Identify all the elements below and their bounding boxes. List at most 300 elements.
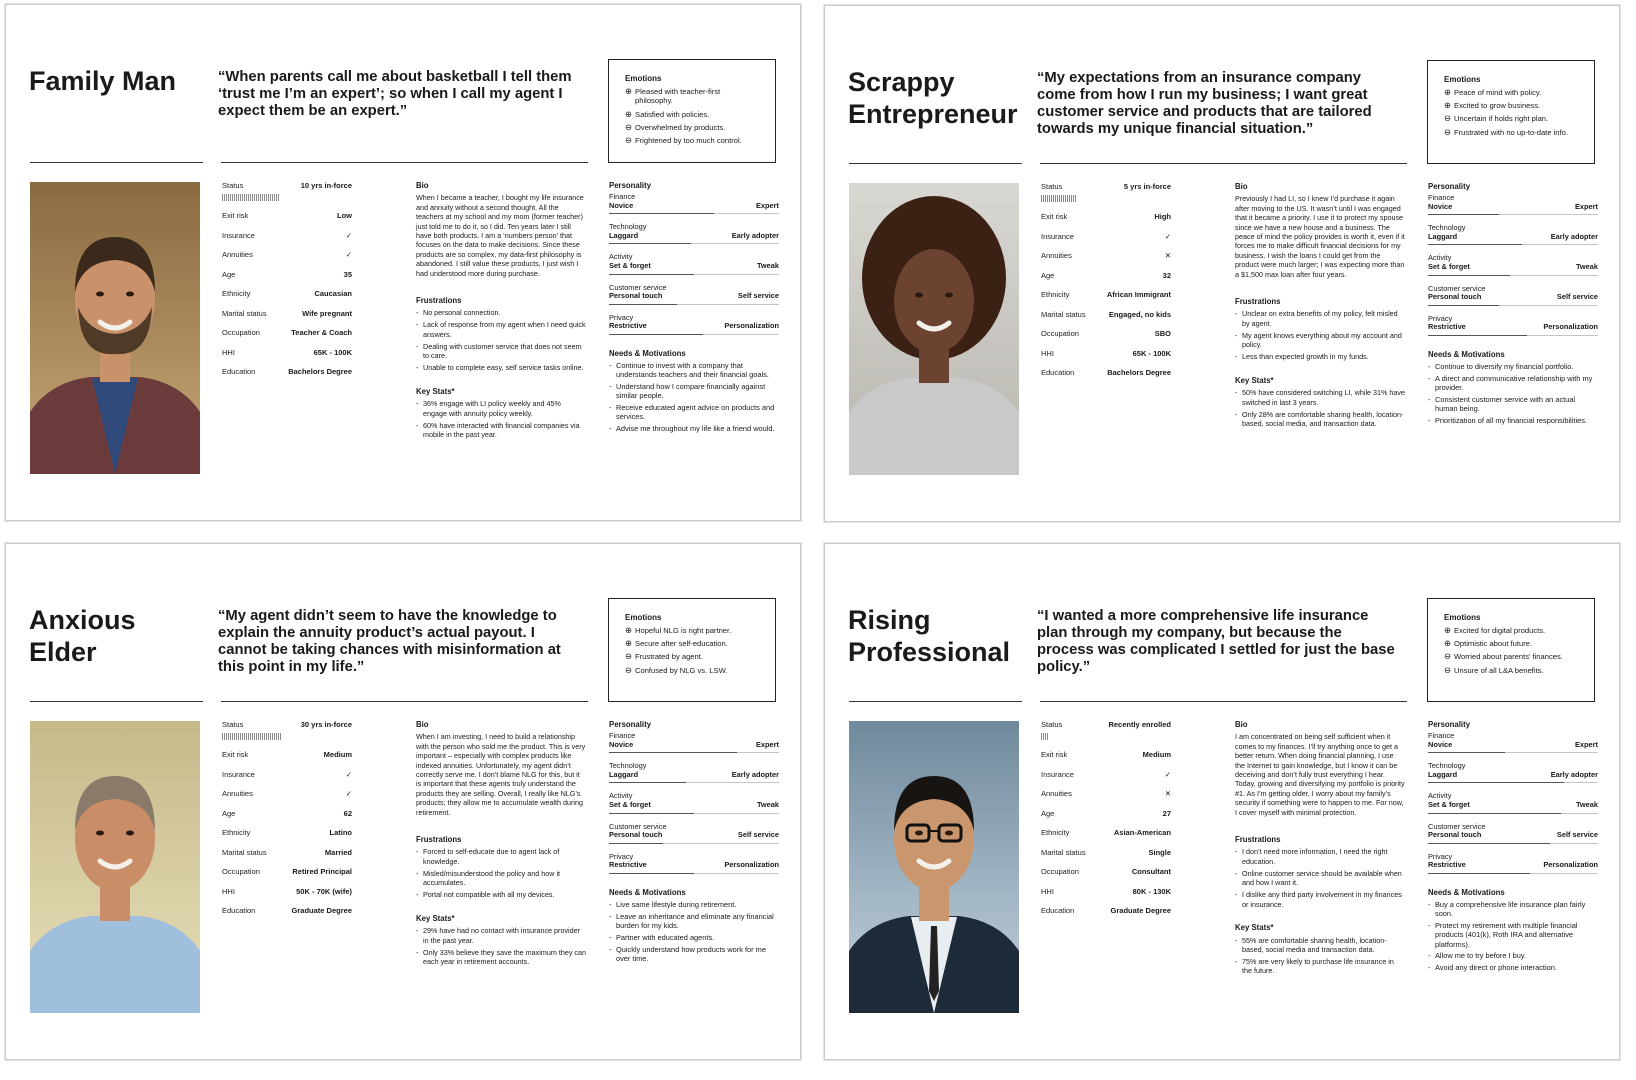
divider: [221, 701, 588, 702]
demographic-value: Graduate Degree: [291, 906, 352, 915]
bio-column: [416, 720, 586, 980]
slider-labels: [609, 741, 779, 750]
slider-track: [1428, 275, 1598, 276]
slider-labels: [1428, 861, 1598, 870]
key-stats-list: [1235, 936, 1405, 976]
demographic-label: Ethnicity: [222, 289, 251, 298]
key-stats-title: Key Stats*: [416, 913, 455, 923]
demographics-list: [1041, 750, 1171, 926]
slider-fill: [609, 274, 694, 275]
demographic-row: [222, 348, 352, 368]
need-item: - Live same lifestyle during retirement.: [609, 900, 779, 909]
demographic-label: HHI: [222, 347, 235, 357]
bio-text: When I became a teacher, I bought my life insurance and annuity without a second thought. All the teachers at my school and my mom (former teacher) just told me to do it, so I did. Ten years later I still have both products. I am a ‘numbers person’ that focuses on the data to make decisions. Since these products are so complex, my data-first philosophy is abandoned. I still value these products, I just wish I had understood more during purchase.: [416, 193, 584, 278]
need-item: - Consistent customer service with an actual human being.: [1428, 395, 1598, 413]
slider-labels: [609, 831, 779, 840]
slider-labels: [1428, 203, 1598, 212]
status-progress-bar: [1041, 195, 1077, 202]
slider-fill: [1428, 782, 1564, 783]
slider-fill: [1428, 244, 1522, 245]
demographic-value: African Immigrant: [1106, 290, 1171, 299]
demographic-label: Age: [222, 269, 236, 279]
demographic-label: Age: [1041, 270, 1055, 280]
plus-circle-icon: ⊕: [625, 86, 633, 96]
frustration-item: - Unclear on extra benefits of my policy, felt misled by agent.: [1235, 309, 1405, 328]
frustration-item: - Dealing with customer service that does not seem to care.: [416, 342, 586, 361]
needs-list: [1428, 362, 1598, 425]
slider-category: Customer service: [609, 821, 667, 831]
emotions-title: Emotions: [625, 74, 662, 83]
need-item: - Protect my retirement with multiple financial products (401(k), Roth IRA and alternative platforms).: [1428, 921, 1598, 949]
demographic-row: [1041, 809, 1171, 829]
status-label: Status: [222, 181, 244, 190]
emotion-text: Frustrated with no up-to-date info.: [1454, 127, 1568, 137]
divider: [30, 701, 203, 702]
slider-fill: [1428, 843, 1550, 844]
demographic-label: HHI: [1041, 348, 1054, 358]
slider-fill: [1428, 752, 1505, 753]
demographic-row: [222, 770, 352, 790]
slider-left-label: Laggard: [1428, 769, 1458, 779]
demographic-value: ✕: [1164, 789, 1171, 798]
demographic-value: Teacher & Coach: [291, 328, 352, 337]
slider-labels: [1428, 771, 1598, 780]
personality-title: Personality: [1428, 182, 1471, 191]
need-item: - Receive educated agent advice on products and services.: [609, 403, 779, 421]
personality-title: Personality: [609, 720, 652, 729]
slider-left-label: Set & forget: [1428, 799, 1470, 809]
slider-left-label: Restrictive: [609, 860, 647, 870]
emotion-text: Peace of mind with policy.: [1454, 88, 1542, 97]
slider-track: [1428, 782, 1598, 783]
slider-right-label: Personalization: [1543, 860, 1598, 870]
need-item: - Buy a comprehensive life insurance plan fairly soon.: [1428, 900, 1598, 918]
demographic-row: [222, 828, 352, 848]
demographic-row: [1041, 867, 1171, 887]
demographic-row: [222, 750, 352, 770]
slider-fill: [609, 813, 694, 814]
frustrations-list: [416, 847, 586, 899]
emotion-item: [625, 666, 759, 675]
bio-text: Previously I had LI, so I knew I’d purchase it again after moving to the US. It wasn’t until I was engaged that it became a priority. I use it to protect my spouse since we have a new house and a business. The peace of mind the policy provides is worth it, even if it forces me to make difficult financial decisions for my business. I wish the loans I could get from the product were much larger; I was expecting more than a $1,500 max loan after four years.: [1235, 194, 1405, 279]
emotion-item: [1444, 639, 1578, 648]
key-stats-list: [416, 399, 586, 439]
demographic-label: Exit risk: [222, 750, 249, 759]
personality-slider: [1428, 285, 1598, 306]
slider-category: Technology: [1428, 223, 1466, 233]
persona-card-scrappy-entrepreneur: [824, 5, 1620, 522]
emotion-text: Worried about parents’ finances.: [1454, 652, 1563, 662]
slider-right-label: Self service: [1556, 292, 1598, 302]
emotions-title: Emotions: [1444, 613, 1481, 622]
demographic-row: [222, 231, 352, 251]
slider-category: Privacy: [609, 312, 634, 322]
demographic-label: Marital status: [1041, 847, 1086, 857]
key-stat-item: - Only 28% are comfortable sharing health, location-based, social media, and transaction data.: [1235, 410, 1405, 429]
emotion-text: Optimistic about future.: [1454, 639, 1533, 649]
emotions-title: Emotions: [1444, 75, 1481, 84]
emotion-item: [625, 652, 759, 661]
status-progress-bar: [1041, 733, 1048, 740]
demographic-label: Exit risk: [222, 211, 249, 220]
slider-right-label: Tweak: [1575, 799, 1598, 809]
persona-photo: [849, 721, 1019, 1013]
slider-track: [1428, 873, 1598, 874]
slider-category: Finance: [1428, 193, 1455, 202]
slider-left-label: Novice: [1428, 739, 1453, 749]
slider-track: [609, 843, 779, 844]
slider-track: [609, 213, 779, 214]
demographic-label: Exit risk: [1041, 750, 1068, 759]
personality-sliders: [609, 732, 779, 874]
key-stats-list: [416, 926, 586, 966]
slider-fill: [609, 334, 703, 335]
slider-category: Privacy: [609, 851, 634, 861]
demographic-row: [1041, 349, 1171, 369]
key-stat-item: - 50% have considered switching LI, while 31% have switched in last 3 years.: [1235, 388, 1405, 407]
divider: [849, 701, 1022, 702]
demographic-value: ✓: [1164, 769, 1171, 779]
demographic-label: Insurance: [1041, 231, 1074, 241]
status-value: 5 yrs in-force: [1123, 182, 1171, 191]
demographic-label: HHI: [1041, 886, 1054, 896]
slider-right-label: Tweak: [756, 799, 779, 809]
slider-category: Customer service: [1428, 821, 1486, 831]
slider-category: Technology: [609, 761, 647, 771]
bio-title: Bio: [1235, 182, 1248, 191]
frustrations-list: [1235, 309, 1405, 361]
demographic-label: Annuities: [222, 789, 253, 798]
demographic-label: Marital status: [222, 308, 267, 318]
slider-left-label: Restrictive: [1428, 860, 1466, 870]
slider-left-label: Novice: [1428, 201, 1453, 211]
demographic-value: Bachelors Degree: [288, 367, 352, 376]
persona-photo: [849, 183, 1019, 475]
demographic-value: Engaged, no kids: [1108, 309, 1171, 319]
slider-fill: [1428, 873, 1530, 874]
demographic-row: [1041, 887, 1171, 907]
slider-labels: [1428, 801, 1598, 810]
personality-slider: [609, 284, 779, 305]
demographic-value: SBO: [1154, 329, 1171, 338]
personality-slider: [1428, 194, 1598, 215]
slider-category: Privacy: [1428, 313, 1453, 323]
demographic-value: Consultant: [1131, 867, 1171, 876]
slider-category: Finance: [1428, 731, 1455, 740]
emotions-list: [625, 87, 759, 145]
plus-circle-icon: ⊕: [1444, 625, 1452, 635]
bio-column: [1235, 720, 1405, 990]
demographic-value: ✓: [1164, 231, 1171, 241]
demographic-value: Single: [1148, 847, 1171, 857]
persona-name: Rising Professional: [848, 605, 1011, 667]
minus-circle-icon: ⊖: [625, 135, 633, 146]
demographics-panel: [222, 181, 352, 387]
personality-slider: [609, 314, 779, 335]
slider-left-label: Personal touch: [1428, 292, 1482, 302]
demographic-value: 80K - 130K: [1132, 886, 1171, 896]
slider-track: [609, 274, 779, 275]
slider-right-label: Personalization: [724, 860, 779, 870]
persona-portrait: [849, 183, 1019, 475]
personality-title: Personality: [609, 181, 652, 190]
demographic-label: Annuities: [1041, 251, 1072, 260]
emotion-item: [625, 626, 759, 635]
emotion-text: Frustrated by agent.: [635, 652, 703, 662]
demographic-value: 62: [343, 808, 352, 818]
demographic-value: Medium: [323, 750, 352, 759]
status-row: [1041, 720, 1171, 729]
demographic-value: 65K - 100K: [313, 347, 352, 357]
personality-column: [1428, 182, 1598, 439]
slider-labels: [1428, 233, 1598, 242]
slider-right-label: Expert: [755, 200, 779, 210]
status-row: [1041, 182, 1171, 191]
slider-track: [1428, 335, 1598, 336]
personality-sliders: [609, 193, 779, 335]
personality-slider: [609, 792, 779, 813]
key-stats-title: Key Stats*: [1235, 923, 1274, 933]
need-item: - Leave an inheritance and eliminate any financial burden for my kids.: [609, 912, 779, 930]
needs-title: Needs & Motivations: [1428, 349, 1505, 359]
demographic-row: [1041, 232, 1171, 252]
status-label: Status: [1041, 720, 1063, 729]
demographic-label: Occupation: [1041, 867, 1079, 876]
personality-slider: [1428, 254, 1598, 275]
frustration-item: - No personal connection.: [416, 308, 586, 317]
demographic-row: [1041, 770, 1171, 790]
demographics-list: [222, 211, 352, 387]
emotion-item: [1444, 88, 1578, 97]
demographic-row: [1041, 290, 1171, 310]
persona-name: Anxious Elder: [29, 605, 136, 667]
emotions-list: [625, 626, 759, 675]
divider: [1040, 163, 1407, 164]
demographic-label: Occupation: [222, 867, 260, 876]
slider-category: Technology: [609, 222, 647, 232]
needs-title: Needs & Motivations: [609, 348, 686, 358]
slider-labels: [1428, 293, 1598, 302]
minus-circle-icon: ⊖: [1444, 113, 1452, 124]
bio-title: Bio: [1235, 720, 1248, 729]
divider: [849, 163, 1022, 164]
slider-left-label: Set & forget: [1428, 261, 1470, 271]
personality-slider: [609, 223, 779, 244]
emotion-text: Uncertain if holds right plan.: [1454, 114, 1549, 124]
need-item: - Quickly understand how products work for me over time.: [609, 945, 779, 963]
need-item: - Allow me to try before I buy.: [1428, 951, 1598, 960]
demographic-label: Insurance: [222, 230, 255, 240]
demographic-label: Ethnicity: [222, 828, 251, 837]
emotions-box: [608, 598, 776, 702]
minus-circle-icon: ⊖: [625, 651, 633, 662]
frustration-item: - Forced to self-educate due to agent lack of knowledge.: [416, 847, 586, 866]
demographic-label: Age: [222, 808, 236, 818]
slider-fill: [1428, 335, 1527, 336]
slider-fill: [1428, 275, 1510, 276]
slider-right-label: Early adopter: [731, 769, 779, 779]
persona-photo: [30, 721, 200, 1013]
slider-right-label: Self service: [737, 830, 779, 840]
demographic-value: Bachelors Degree: [1107, 368, 1171, 377]
demographic-label: HHI: [222, 886, 235, 896]
need-item: - Prioritization of all my financial responsibilities.: [1428, 416, 1598, 425]
slider-right-label: Tweak: [756, 260, 779, 270]
slider-left-label: Novice: [609, 200, 634, 210]
status-value: 30 yrs in-force: [300, 720, 352, 729]
demographic-row: [1041, 906, 1171, 926]
demographic-row: [222, 848, 352, 868]
emotion-text: Satisfied with policies.: [635, 109, 710, 119]
personality-slider: [1428, 762, 1598, 783]
emotions-title: Emotions: [625, 613, 662, 622]
demographic-value: 32: [1162, 270, 1171, 280]
slider-category: Activity: [609, 791, 633, 801]
slider-labels: [609, 771, 779, 780]
slider-track: [609, 782, 779, 783]
status-value: Recently enrolled: [1108, 720, 1171, 729]
demographic-label: Education: [1041, 906, 1075, 915]
bio-text: I am concentrated on being self sufficient when it comes to my finances. I’ll try anything once to get a better return. When doing financial planning, I use the Internet to gain knowledge, but I know it can be deceiving and don’t fully trust everything I hear. Today, growing and diversifying my portfolio is priority #1. As I’m getting older, I worry about my family’s security if something were to happen to me. For now, I cover myself with minimal protection.: [1235, 732, 1405, 817]
slider-fill: [609, 843, 663, 844]
frustration-item: - I don’t need more information, I need the right education.: [1235, 847, 1405, 866]
slider-right-label: Self service: [737, 291, 779, 301]
demographic-row: [222, 309, 352, 329]
emotion-item: [625, 110, 759, 119]
persona-portrait: [849, 721, 1019, 1013]
need-item: - Continue to diversify my financial portfolio.: [1428, 362, 1598, 371]
slider-track: [1428, 813, 1598, 814]
key-stats-title: Key Stats*: [416, 386, 455, 396]
slider-right-label: Expert: [1574, 739, 1598, 749]
slider-labels: [1428, 323, 1598, 332]
demographic-value: ✓: [345, 250, 352, 259]
slider-left-label: Personal touch: [609, 291, 663, 301]
demographic-value: Latino: [329, 828, 352, 837]
key-stat-item: - 29% have had no contact with insurance provider in the past year.: [416, 926, 586, 945]
needs-section: [1428, 888, 1598, 972]
emotion-item: [1444, 652, 1578, 661]
emotion-text: Excited to grow business.: [1454, 101, 1541, 111]
slider-labels: [609, 202, 779, 211]
slider-labels: [1428, 831, 1598, 840]
slider-fill: [1428, 813, 1561, 814]
slider-right-label: Early adopter: [1550, 231, 1598, 241]
bio-title: Bio: [416, 720, 429, 729]
demographics-list: [1041, 212, 1171, 388]
slider-labels: [609, 861, 779, 870]
need-item: - Partner with educated agents.: [609, 933, 779, 942]
key-stat-item: - 36% engage with LI policy weekly and 45% engage with annuity policy weekly.: [416, 399, 586, 418]
emotion-item: [625, 87, 759, 106]
persona-portrait: [30, 721, 200, 1013]
bio-column: [416, 181, 586, 453]
persona-card-family-man: [5, 4, 801, 521]
status-progress-bar: [222, 194, 279, 201]
personality-slider: [1428, 224, 1598, 245]
persona-card-anxious-elder: [5, 543, 801, 1060]
plus-circle-icon: ⊕: [1444, 638, 1452, 649]
frustrations-title: Frustrations: [1235, 835, 1281, 845]
emotion-text: Confused by NLG vs. LSW.: [635, 665, 728, 675]
minus-circle-icon: ⊖: [625, 121, 633, 132]
personality-slider: [609, 823, 779, 844]
demographic-value: 50K - 70K (wife): [296, 886, 352, 896]
need-item: - Understand how I compare financially against similar people.: [609, 382, 779, 400]
need-item: - A direct and communicative relationship with my provider.: [1428, 374, 1598, 392]
slider-labels: [609, 232, 779, 241]
demographic-label: Age: [1041, 808, 1055, 818]
slider-labels: [609, 801, 779, 810]
bio-title: Bio: [416, 181, 429, 190]
slider-fill: [609, 243, 691, 244]
demographic-row: [1041, 828, 1171, 848]
needs-section: [1428, 350, 1598, 425]
demographics-list: [222, 750, 352, 926]
slider-right-label: Early adopter: [731, 230, 779, 240]
slider-track: [1428, 752, 1598, 753]
personality-slider: [609, 762, 779, 783]
demographic-value: Graduate Degree: [1110, 906, 1171, 915]
emotion-text: Pleased with teacher-first philosophy.: [635, 87, 721, 106]
slider-category: Finance: [609, 192, 636, 201]
slider-track: [609, 873, 779, 874]
personality-slider: [1428, 732, 1598, 753]
slider-category: Customer service: [609, 282, 667, 292]
slider-right-label: Personalization: [724, 321, 779, 331]
emotion-item: [625, 123, 759, 132]
demographic-row: [1041, 212, 1171, 232]
slider-right-label: Early adopter: [1550, 769, 1598, 779]
frustration-item: - Misled/misunderstood the policy and how it accumulates.: [416, 869, 586, 888]
minus-circle-icon: ⊖: [625, 664, 633, 675]
demographic-row: [1041, 789, 1171, 809]
demographic-row: [1041, 271, 1171, 291]
slider-left-label: Restrictive: [1428, 322, 1466, 332]
slider-category: Finance: [609, 731, 636, 740]
key-stats-list: [1235, 388, 1405, 428]
minus-circle-icon: ⊖: [1444, 126, 1452, 137]
demographic-value: Married: [324, 847, 352, 857]
slider-track: [1428, 244, 1598, 245]
emotions-list: [1444, 626, 1578, 675]
divider: [221, 162, 588, 163]
emotions-box: [608, 59, 776, 163]
demographic-value: Wife pregnant: [302, 308, 352, 318]
slider-track: [1428, 843, 1598, 844]
frustration-item: - Less than expected growth in my funds.: [1235, 352, 1405, 361]
slider-labels: [609, 292, 779, 301]
emotion-item: [1444, 101, 1578, 110]
divider: [1040, 701, 1407, 702]
slider-category: Activity: [1428, 791, 1452, 801]
frustration-item: - Lack of response from my agent when I need quick answers.: [416, 320, 586, 339]
emotion-text: Frightened by too much control.: [635, 136, 742, 146]
demographic-label: Marital status: [222, 847, 267, 857]
demographic-row: [222, 211, 352, 231]
needs-list: [1428, 900, 1598, 972]
personality-slider: [609, 732, 779, 753]
slider-category: Activity: [1428, 253, 1452, 263]
slider-track: [1428, 305, 1598, 306]
emotion-text: Secure after self-education.: [635, 639, 728, 649]
slider-left-label: Set & forget: [609, 260, 651, 270]
slider-left-label: Laggard: [609, 230, 639, 240]
emotion-text: Overwhelmed by products.: [635, 122, 726, 132]
need-item: - Continue to invest with a company that understands teachers and their financial goals.: [609, 361, 779, 379]
slider-right-label: Expert: [755, 739, 779, 749]
needs-list: [609, 361, 779, 433]
